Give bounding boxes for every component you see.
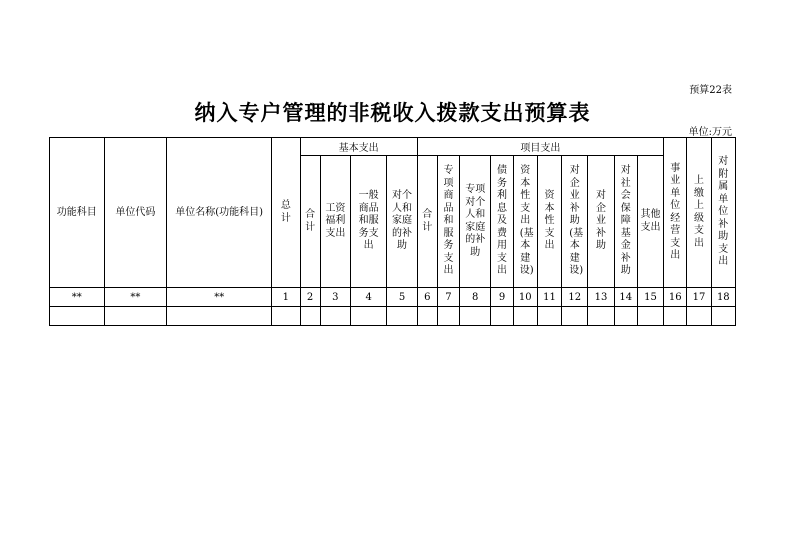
header-proj-capital-build: 资本性支出(基本建设) (513, 156, 537, 288)
table-cell[interactable] (104, 307, 167, 326)
table-cell[interactable] (460, 307, 491, 326)
header-project-group: 项目支出 (417, 138, 663, 156)
table-cell[interactable] (417, 307, 437, 326)
budget-table (49, 137, 736, 326)
header-proj-total: 合计 (417, 156, 437, 288)
table-cell: 3 (320, 288, 350, 307)
table-cell[interactable] (537, 307, 561, 326)
header-func-subject: 功能科目 (50, 138, 105, 288)
table-cell: 13 (588, 288, 614, 307)
table-cell[interactable] (437, 307, 459, 326)
table-cell: 18 (711, 288, 735, 307)
table-cell[interactable] (614, 307, 637, 326)
table-cell: 8 (460, 288, 491, 307)
table-cell[interactable] (687, 307, 711, 326)
header-proj-other: 其他支出 (637, 156, 663, 288)
header-basic-personal: 对个人和家庭的补助 (387, 156, 417, 288)
header-unit-code: 单位代码 (104, 138, 167, 288)
table-cell[interactable] (588, 307, 614, 326)
table-cell: 17 (687, 288, 711, 307)
header-row-group (50, 138, 736, 156)
table-cell: 16 (664, 288, 687, 307)
table-cell[interactable] (167, 307, 272, 326)
table-cell: ** (167, 288, 272, 307)
table-cell: 14 (614, 288, 637, 307)
table-cell[interactable] (664, 307, 687, 326)
table-cell: 9 (491, 288, 513, 307)
header-subsidiary: 对附属单位补助支出 (711, 138, 735, 288)
table-cell: 1 (272, 288, 300, 307)
table-cell[interactable] (272, 307, 300, 326)
table-cell: 15 (637, 288, 663, 307)
table-cell[interactable] (300, 307, 320, 326)
table-cell: ** (104, 288, 167, 307)
table-cell[interactable] (513, 307, 537, 326)
header-total: 总计 (272, 138, 300, 288)
table-cell: 10 (513, 288, 537, 307)
table-cell: ** (50, 288, 105, 307)
table-cell[interactable] (50, 307, 105, 326)
table-cell[interactable] (711, 307, 735, 326)
header-basic-group: 基本支出 (300, 138, 417, 156)
table-cell[interactable] (562, 307, 588, 326)
table-cell: 4 (351, 288, 387, 307)
table-cell: 7 (437, 288, 459, 307)
table-cell[interactable] (351, 307, 387, 326)
table-cell: 5 (387, 288, 417, 307)
header-basic-wage: 工资福利支出 (320, 156, 350, 288)
table-cell[interactable] (320, 307, 350, 326)
page-title: 纳入专户管理的非税收入拨款支出预算表 (194, 100, 591, 125)
table-cell: 11 (537, 288, 561, 307)
header-upper: 上缴上级支出 (687, 138, 711, 288)
header-biz-unit: 事业单位经营支出 (664, 138, 687, 288)
header-proj-capital: 资本性支出 (537, 156, 561, 288)
table-cell: 2 (300, 288, 320, 307)
table-cell: 12 (562, 288, 588, 307)
table-cell[interactable] (637, 307, 663, 326)
header-basic-goods: 一般商品和服务支出 (351, 156, 387, 288)
header-proj-enterprise-build: 对企业补助(基本建设) (562, 156, 588, 288)
header-proj-personal: 专项对个人和家庭的补助 (460, 156, 491, 288)
table-cell[interactable] (491, 307, 513, 326)
header-unit-name: 单位名称(功能科目) (167, 138, 272, 288)
table-row-empty (50, 307, 736, 326)
table-cell[interactable] (387, 307, 417, 326)
unit-label: 单位:万元 (688, 127, 732, 138)
table-cell: 6 (417, 288, 437, 307)
header-proj-goods: 专项商品和服务支出 (437, 156, 459, 288)
table-row-numbers (50, 288, 736, 307)
table-code: 预算22表 (689, 85, 732, 96)
header-basic-total: 合计 (300, 156, 320, 288)
header-proj-enterprise: 对企业补助 (588, 156, 614, 288)
header-proj-social: 对社会保障基金补助 (614, 156, 637, 288)
header-proj-debt: 债务利息及费用支出 (491, 156, 513, 288)
